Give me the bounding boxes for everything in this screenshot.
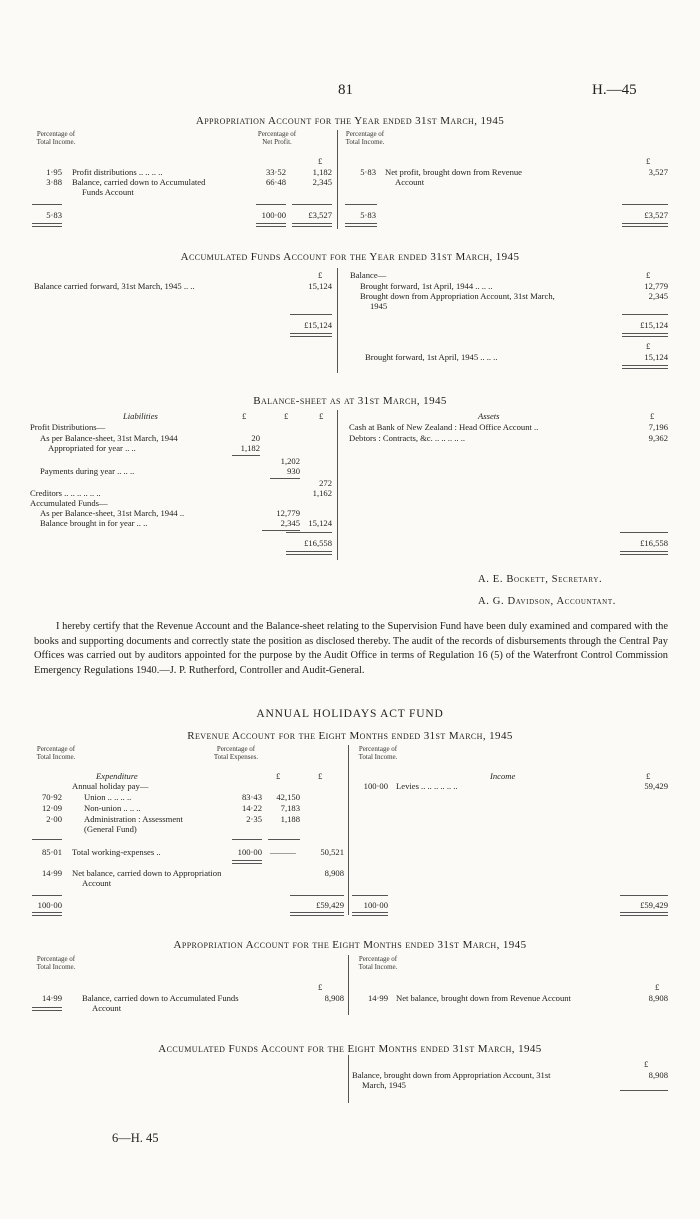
amount-cell: 15,124 (644, 352, 668, 362)
line-item-label: March, 1945 (362, 1080, 406, 1090)
amount-cell: 7,196 (648, 422, 668, 432)
amount-cell: 8,908 (324, 993, 344, 1003)
audit-certificate: I hereby certify that the Revenue Account and the Balance-sheet relating to the Supervision Fund have been duly examined and compared with the books and supporting documents and correctly state the position as disclosed thereby. The audit of the records of disbursements through the Central Pay Offices was carried out by auditors appointed for the purpose by the Audit Office in terms of Regulation 16 (5) of the Waterfront Control Commission Emergency Regulations 1940.—J. P. Rutherford, Controller and Audit-General. (34, 621, 668, 676)
line-item-label: Funds Account (82, 187, 134, 197)
currency-symbol: £ (318, 982, 323, 992)
currency-symbol: £ (646, 270, 651, 280)
liability-label: As per Balance-sheet, 31st March, 1944 (40, 433, 178, 443)
line-item-label: Brought forward, 1st April, 1945 .. .. .. (365, 352, 498, 362)
total-amount: £59,429 (316, 900, 344, 910)
liability-label: Balance brought in for year .. .. (40, 518, 148, 528)
liability-label: Profit Distributions— (30, 422, 106, 432)
line-item-label: Profit distributions .. .. .. .. (72, 167, 163, 177)
accumulated-funds-title: Accumulated Funds Account for the Year ended 31st March, 1945 (180, 251, 520, 263)
percentage-cell: 14·99 (41, 993, 62, 1003)
line-item-label: (General Fund) (84, 824, 137, 834)
total-percentage: 100·00 (261, 210, 286, 220)
line-item-label: Balance, carried down to Accumulated Funds (82, 993, 239, 1003)
liability-label: Creditors .. .. .. .. .. .. (30, 488, 101, 498)
percentage-cell: 5·83 (360, 167, 376, 177)
header-percentage-income: Percentage of Total Income. (36, 130, 76, 146)
liabilities-label: Liabilities (123, 411, 158, 421)
liability-label: Accumulated Funds— (30, 498, 108, 508)
total-amount: £16,558 (304, 538, 332, 548)
line-item-label: Balance, brought down from Appropriation Account, 31st (352, 1070, 551, 1080)
currency-symbol: £ (318, 771, 323, 781)
percentage-cell: 14·99 (367, 993, 388, 1003)
line-item-label: Account (82, 878, 112, 888)
header-percentage-income-right: Percentage of Total Income. (358, 745, 398, 761)
currency-symbol: £ (318, 270, 323, 280)
line-item-label: Brought forward, 1st April, 1944 .. .. .. (360, 281, 493, 291)
amount-cell: 1,182 (312, 167, 332, 177)
amount-cell: 15,124 (308, 518, 332, 528)
currency-symbol: £ (284, 411, 289, 421)
liability-label: As per Balance-sheet, 31st March, 1944 .. (40, 508, 185, 518)
line-item-label: Non-union .. .. .. (84, 803, 141, 813)
line-item-label: Annual holiday pay— (72, 781, 149, 791)
line-item-label: Balance— (350, 270, 387, 280)
amount-cell: 1,202 (280, 456, 300, 466)
currency-symbol: £ (319, 411, 324, 421)
holidays-appropriation-title: Appropriation Account for the Eight Months ended 31st March, 1945 (173, 939, 527, 951)
currency-symbol: £ (650, 411, 655, 421)
percentage-cell: 1·95 (46, 167, 62, 177)
line-item-label: Account (92, 1003, 122, 1013)
accountant-signature: A. G. Davidson, Accountant. (478, 596, 616, 607)
currency-symbol: £ (646, 156, 651, 166)
currency-symbol: £ (318, 156, 323, 166)
amount-cell: 50,521 (320, 847, 344, 857)
line-item-label: Net balance, brought down from Revenue Account (396, 993, 571, 1003)
line-item-label: Balance carried forward, 31st March, 1945 .. .. (34, 281, 195, 291)
percentage-cell: 3·88 (46, 177, 62, 187)
percentage-cell: 2·35 (246, 814, 262, 824)
amount-cell: 2,345 (312, 177, 332, 187)
total-amount: £3,527 (308, 210, 332, 220)
header-percentage-expenses: Percentage of Total Expenses. (213, 745, 259, 761)
amount-cell: 20 (251, 433, 260, 443)
amount-cell: 1,182 (240, 443, 260, 453)
amount-cell: 2,345 (280, 518, 300, 528)
header-percentage-income: Percentage of Total Income. (36, 745, 76, 761)
percentage-cell: 12·09 (41, 803, 62, 813)
amount-cell: 12,779 (276, 508, 300, 518)
expenditure-label: Expenditure (96, 771, 138, 781)
asset-label: Debtors : Contracts, &c. .. .. .. .. .. (349, 433, 465, 443)
amount-cell: 2,345 (648, 291, 668, 301)
currency-symbol: £ (646, 771, 651, 781)
amount-cell: 8,908 (324, 868, 344, 878)
total-amount: £15,124 (304, 320, 332, 330)
fund-heading: ANNUAL HOLIDAYS ACT FUND (256, 708, 444, 720)
total-percentage: 5·83 (46, 210, 62, 220)
amount-cell: 272 (319, 478, 332, 488)
line-item-label: Balance, carried down to Accumulated (72, 177, 206, 187)
total-amount: £3,527 (644, 210, 668, 220)
total-amount: £59,429 (640, 900, 668, 910)
amount-cell: 930 (287, 466, 300, 476)
line-item-label: Net profit, brought down from Revenue (385, 167, 522, 177)
currency-symbol: £ (646, 341, 651, 351)
asset-label: Cash at Bank of New Zealand : Head Office Account .. (349, 422, 539, 432)
revenue-account-title: Revenue Account for the Eight Months ended 31st March, 1945 (187, 730, 513, 742)
header-percentage-income: Percentage of Total Income. (36, 955, 76, 971)
footer-reference: 6—H. 45 (112, 1131, 159, 1145)
percentage-cell: 85·01 (41, 847, 62, 857)
appropriation-account-title: Appropriation Account for the Year ended 31st March, 1945 (195, 115, 505, 127)
page-number: 81 (338, 82, 353, 98)
liability-label: Appropriated for year .. .. (48, 443, 136, 453)
amount-cell: 3,527 (648, 167, 668, 177)
line-item-label: Union .. .. .. .. (84, 792, 132, 802)
amount-cell: 8,908 (648, 1070, 668, 1080)
percentage-cell: 100·00 (363, 781, 388, 791)
currency-symbol: £ (276, 771, 281, 781)
assets-label: Assets (478, 411, 500, 421)
amount-cell: 8,908 (648, 993, 668, 1003)
currency-symbol: £ (655, 982, 660, 992)
line-item-label: Levies .. .. .. .. .. .. (396, 781, 458, 791)
total-amount: £15,124 (640, 320, 668, 330)
amount-cell: 1,162 (312, 488, 332, 498)
header-percentage-income-right: Percentage of Total Income. (358, 955, 398, 971)
income-label: Income (490, 771, 516, 781)
amount-cell: 9,362 (648, 433, 668, 443)
holidays-accumulated-title: Accumulated Funds Account for the Eight Months ended 31st March, 1945 (158, 1043, 542, 1055)
header-percentage-income-right: Percentage of Total Income. (345, 130, 385, 146)
total-percentage: 100·00 (37, 900, 62, 910)
percentage-cell: 14·99 (41, 868, 62, 878)
amount-cell: 42,150 (276, 792, 300, 802)
page-reference: H.—45 (592, 82, 637, 98)
line-item-label: Net balance, carried down to Appropriation (72, 868, 222, 878)
secretary-signature: A. E. Bockett, Secretary. (478, 574, 603, 585)
line-item-label: Brought down from Appropriation Account, 31st March, (360, 291, 555, 301)
total-percentage: 100·00 (363, 900, 388, 910)
total-percentage: 5·83 (360, 210, 376, 220)
total-amount: £16,558 (640, 538, 668, 548)
percentage-cell: 33·52 (265, 167, 286, 177)
line-item-label: Administration : Assessment (84, 814, 183, 824)
amount-cell: 7,183 (280, 803, 300, 813)
amount-cell: 1,188 (280, 814, 300, 824)
percentage-cell: 100·00 (237, 847, 262, 857)
line-item-label: 1945 (370, 301, 388, 311)
dash-placeholder: ——— (270, 847, 296, 857)
line-item-label: Total working-expenses .. (72, 847, 161, 857)
percentage-cell: 2·00 (46, 814, 62, 824)
percentage-cell: 14·22 (241, 803, 262, 813)
currency-symbol: £ (242, 411, 247, 421)
amount-cell: 12,779 (644, 281, 668, 291)
header-percentage-net-profit: Percentage of Net Profit. (257, 130, 297, 146)
liability-label: Payments during year .. .. .. (40, 466, 135, 476)
amount-cell: 15,124 (308, 281, 332, 291)
percentage-cell: 83·43 (241, 792, 262, 802)
percentage-cell: 66·48 (265, 177, 286, 187)
amount-cell: 59,429 (644, 781, 668, 791)
line-item-label: Account (395, 177, 425, 187)
percentage-cell: 70·92 (41, 792, 62, 802)
balance-sheet-title: Balance-sheet as at 31st March, 1945 (253, 395, 447, 407)
currency-symbol: £ (644, 1059, 649, 1069)
